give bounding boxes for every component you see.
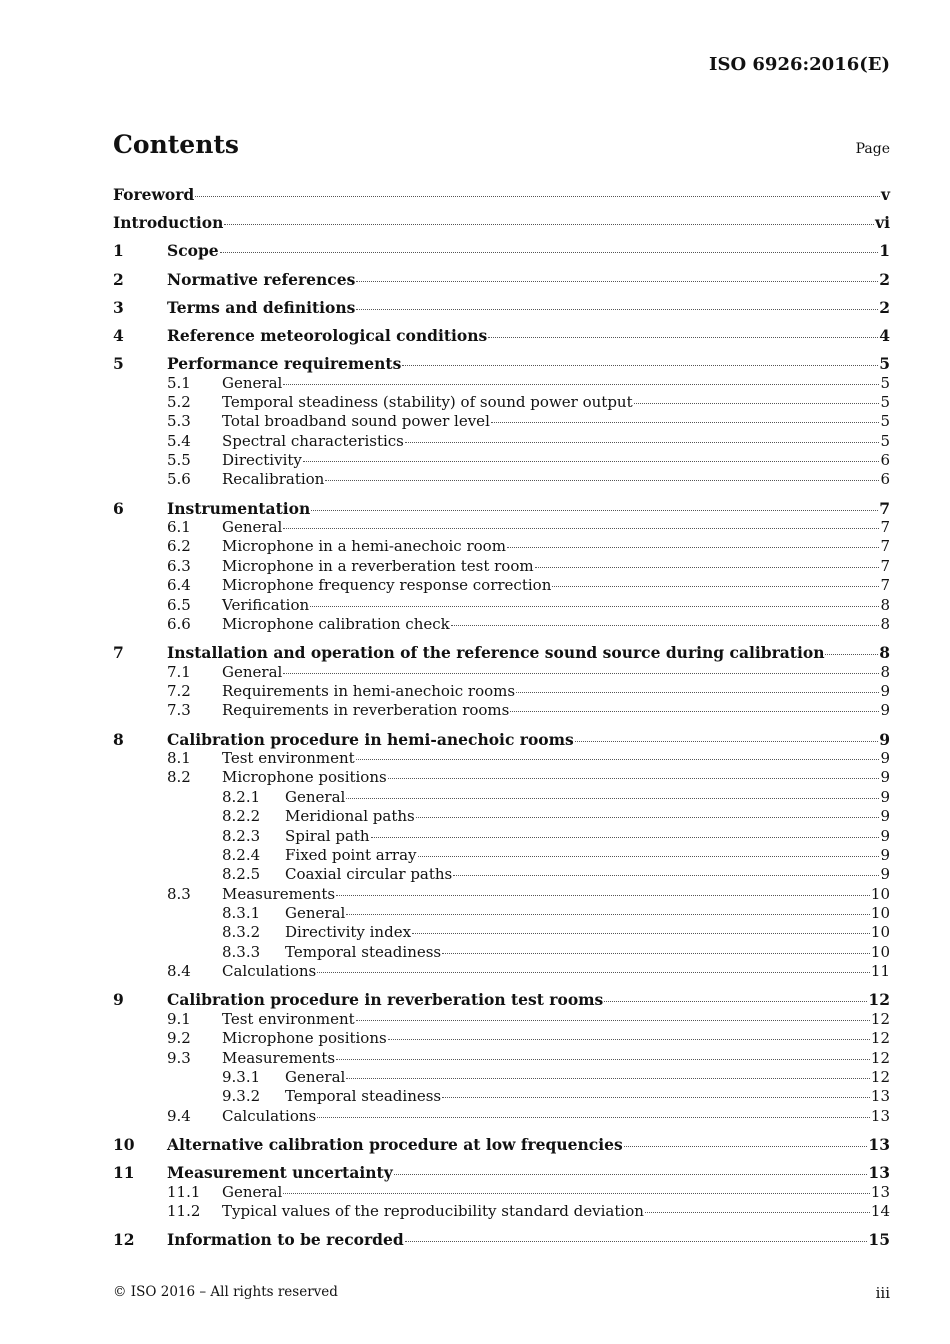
toc-entry-number: 6.6 — [167, 615, 191, 633]
toc-entry[interactable] — [113, 518, 890, 537]
toc-entry[interactable] — [113, 354, 890, 373]
toc-entry-title: Information to be recorded — [167, 1230, 404, 1250]
toc-entry[interactable] — [113, 576, 890, 595]
toc-entry-number: 5.5 — [167, 451, 191, 470]
toc-entry-title: Temporal steadiness — [285, 942, 442, 961]
dot-leader — [356, 1020, 870, 1021]
toc-entry-page: 7 — [880, 576, 890, 595]
dot-leader — [516, 692, 879, 693]
toc-entry-page: 15 — [868, 1230, 890, 1250]
toc-entry[interactable] — [113, 1049, 890, 1068]
dot-leader — [317, 1117, 870, 1118]
toc-entry-page: 7 — [880, 556, 890, 575]
toc-entry[interactable] — [113, 807, 890, 826]
toc-entry-title: General — [222, 373, 283, 392]
toc-entry-page: 9 — [879, 729, 890, 749]
dot-leader — [336, 1059, 870, 1060]
toc-entry-page: 9 — [880, 681, 890, 700]
dot-leader — [624, 1146, 868, 1147]
toc-entry-title: Calculations — [222, 1106, 317, 1125]
toc-entry-page: 5 — [880, 412, 890, 431]
toc-entry[interactable] — [113, 1029, 890, 1048]
toc-entry[interactable] — [113, 1202, 890, 1221]
toc-entry-title: Normative references — [167, 269, 356, 289]
toc-entry-page: v — [880, 185, 890, 204]
toc-entry-number: 9.2 — [167, 1029, 191, 1048]
dot-leader — [507, 547, 880, 548]
toc-entry-number: 6.4 — [167, 576, 191, 595]
toc-entry-page: 7 — [880, 518, 890, 537]
toc-entry-title: Temporal steadiness (stability) of sound power output — [222, 392, 633, 411]
toc-entry-page: 6 — [880, 451, 890, 470]
toc-entry-page: 7 — [880, 537, 890, 556]
toc-entry-title: Microphone in a hemi-anechoic room — [222, 537, 506, 556]
toc-entry-title: Scope — [167, 241, 219, 261]
toc-entry-number: 7 — [113, 643, 124, 663]
dot-leader — [356, 281, 878, 282]
toc-entry[interactable] — [113, 432, 890, 451]
toc-entry-number: 7.3 — [167, 701, 191, 720]
toc-entry-number: 5.1 — [167, 373, 191, 392]
toc-entry[interactable] — [113, 788, 890, 807]
toc-entry-title: Microphone frequency response correction — [222, 576, 552, 595]
toc-entry[interactable] — [113, 537, 890, 556]
dot-leader — [442, 953, 870, 954]
toc-entry-title: Temporal steadiness — [285, 1087, 442, 1106]
dot-leader — [283, 673, 879, 674]
toc-entry[interactable] — [113, 1107, 890, 1126]
toc-entry[interactable] — [113, 1068, 890, 1087]
dot-leader — [604, 1001, 867, 1002]
toc-entry[interactable] — [113, 615, 890, 634]
toc-entry-page: 4 — [879, 325, 890, 345]
toc-entry[interactable] — [113, 904, 890, 923]
toc-entry-number: 11.1 — [167, 1182, 201, 1201]
toc-entry[interactable] — [113, 701, 890, 720]
toc-entry-title: Measurements — [222, 884, 336, 903]
toc-entry-number: 5.3 — [167, 412, 191, 431]
toc-entry-number: 5.2 — [167, 392, 191, 411]
toc-entry-number: 8.3.1 — [222, 904, 261, 923]
toc-entry-title: General — [285, 1067, 346, 1086]
dot-leader — [535, 567, 880, 568]
toc-entry-title: Microphone positions — [222, 1029, 387, 1048]
toc-entry-number: 8.2.4 — [222, 845, 261, 864]
toc-entry-page: 12 — [870, 1029, 890, 1048]
toc-entry-page: 13 — [870, 1106, 890, 1125]
toc-entry-page: 13 — [870, 1182, 890, 1201]
toc-entry-title: Typical values of the reproducibility standard deviation — [222, 1201, 644, 1220]
dot-leader — [453, 875, 879, 876]
toc-entry-page: 13 — [868, 1163, 890, 1183]
dot-leader — [634, 403, 880, 404]
toc-entry-number: 1 — [113, 241, 124, 261]
toc-entry-number: 3 — [113, 297, 124, 317]
toc-entry[interactable] — [113, 962, 890, 981]
toc-entry-number: 6.1 — [167, 518, 191, 537]
page-number: iii — [875, 1284, 890, 1302]
dot-leader — [488, 337, 878, 338]
toc-entry-page: 5 — [880, 392, 890, 411]
toc-entry-page: 6 — [880, 470, 890, 489]
toc-entry-number: 8.2.5 — [222, 865, 261, 884]
dot-leader — [356, 759, 880, 760]
toc-entry-title: General — [222, 662, 283, 681]
toc-entry[interactable] — [113, 885, 890, 904]
toc-entry-number: 9 — [113, 990, 124, 1010]
toc-entry[interactable] — [113, 943, 890, 962]
toc-entry[interactable] — [113, 412, 890, 431]
dot-leader — [220, 252, 879, 253]
toc-entry-page: 9 — [880, 845, 890, 864]
toc-entry[interactable] — [113, 827, 890, 846]
dot-leader — [283, 528, 879, 529]
toc-entry[interactable] — [113, 730, 890, 749]
dot-leader — [405, 1241, 868, 1242]
dot-leader — [510, 711, 879, 712]
toc-entry[interactable] — [113, 185, 890, 204]
toc-entry-number: 8.3.2 — [222, 923, 261, 942]
toc-entry-title: Performance requirements — [167, 354, 402, 374]
toc-entry-title: General — [222, 518, 283, 537]
toc-entry[interactable] — [113, 865, 890, 884]
toc-entry-title: Calibration procedure in hemi-anechoic rooms — [167, 729, 574, 749]
dot-leader — [371, 837, 880, 838]
toc-entry-number: 8.2.1 — [222, 787, 261, 806]
toc-entry-number: 8 — [113, 729, 124, 749]
toc-entry-title: Recalibration — [222, 470, 325, 489]
toc-entry-page: 8 — [880, 615, 890, 633]
toc-entry-number: 6.5 — [167, 595, 191, 614]
dot-leader — [825, 654, 878, 655]
toc-entry-page: vi — [875, 213, 890, 233]
toc-entry-title: Spiral path — [285, 826, 370, 845]
dot-leader — [311, 510, 878, 511]
toc-entry-number: 8.2 — [167, 768, 191, 787]
toc-entry-page: 11 — [870, 962, 890, 981]
dot-leader — [451, 625, 880, 626]
page-footer — [113, 1284, 890, 1302]
toc-entry-number: 8.2.2 — [222, 807, 261, 826]
page-column-label: Page — [855, 141, 890, 157]
toc-entry[interactable] — [113, 499, 890, 518]
toc-entry[interactable] — [113, 923, 890, 942]
toc-entry-page: 2 — [879, 269, 890, 289]
toc-entry[interactable] — [113, 990, 890, 1009]
toc-entry-title: Instrumentation — [167, 498, 311, 518]
toc-entry-title: Foreword — [113, 185, 195, 204]
toc-entry-page: 9 — [880, 787, 890, 806]
toc-entry-title: Measurement uncertainty — [167, 1163, 393, 1183]
toc-entry-page: 10 — [870, 942, 890, 961]
toc-entry-title: Terms and definitions — [167, 297, 356, 317]
toc-entry-number: 5.4 — [167, 431, 191, 450]
dot-leader — [346, 1078, 870, 1079]
toc-entry-number: 5.6 — [167, 470, 191, 489]
toc-entry-title: General — [285, 787, 346, 806]
toc-entry-number: 4 — [113, 325, 124, 345]
toc-entry-number: 8.3 — [167, 884, 191, 903]
toc-entry-page: 8 — [880, 595, 890, 614]
toc-entry[interactable] — [113, 643, 890, 662]
toc-entry-page: 9 — [880, 701, 890, 720]
dot-leader — [346, 914, 870, 915]
toc-entry[interactable] — [113, 393, 890, 412]
toc-entry-title: Test environment — [222, 1009, 355, 1028]
toc-entry[interactable] — [113, 451, 890, 470]
toc-entry-title: Requirements in reverberation rooms — [222, 701, 510, 720]
toc-entry-title: Fixed point array — [285, 845, 417, 864]
dot-leader — [356, 309, 878, 310]
toc-entry-title: Reference meteorological conditions — [167, 325, 488, 345]
dot-leader — [418, 856, 880, 857]
toc-entry-page: 9 — [880, 807, 890, 826]
toc-entry-number: 9.4 — [167, 1106, 191, 1125]
toc-entry-page: 8 — [879, 643, 890, 663]
toc-entry-page: 10 — [870, 904, 890, 923]
toc-entry-number: 6.2 — [167, 537, 191, 556]
toc-entry[interactable] — [113, 326, 890, 345]
toc-entry-title: Test environment — [222, 748, 355, 767]
table-of-contents — [113, 185, 890, 1250]
toc-entry-number: 8.3.3 — [222, 942, 261, 961]
toc-entry-page: 5 — [879, 354, 890, 374]
dot-leader — [442, 1097, 870, 1098]
dot-leader — [575, 741, 878, 742]
toc-entry-title: Coaxial circular paths — [285, 865, 453, 884]
toc-entry-page: 13 — [870, 1087, 890, 1106]
toc-entry-title: Calculations — [222, 962, 317, 981]
toc-entry-page: 5 — [880, 373, 890, 392]
dot-leader — [303, 461, 880, 462]
toc-entry-title: Introduction — [113, 213, 224, 233]
toc-entry-page: 12 — [870, 1067, 890, 1086]
dot-leader — [412, 933, 870, 934]
toc-entry-number: 8.2.3 — [222, 826, 261, 845]
toc-entry-title: Total broadband sound power level — [222, 412, 490, 431]
toc-entry[interactable] — [113, 557, 890, 576]
dot-leader — [394, 1174, 868, 1175]
toc-entry-page: 9 — [880, 748, 890, 767]
toc-entry[interactable] — [113, 682, 890, 701]
toc-entry[interactable] — [113, 663, 890, 682]
dot-leader — [317, 972, 870, 973]
toc-entry-page: 8 — [880, 662, 890, 681]
dot-leader — [402, 365, 878, 366]
dot-leader — [224, 224, 874, 225]
toc-entry-title: Directivity — [222, 451, 302, 470]
toc-entry-title: Measurements — [222, 1048, 336, 1067]
dot-leader — [388, 1039, 870, 1040]
dot-leader — [552, 586, 879, 587]
toc-entry-page: 12 — [870, 1048, 890, 1067]
toc-entry-page: 5 — [880, 431, 890, 450]
toc-entry-page: 14 — [870, 1201, 890, 1220]
toc-entry[interactable] — [113, 1230, 890, 1249]
toc-entry-page: 1 — [879, 241, 890, 261]
toc-entry[interactable] — [113, 1010, 890, 1029]
dot-leader — [405, 442, 880, 443]
toc-entry[interactable] — [113, 374, 890, 393]
dot-leader — [325, 480, 879, 481]
toc-entry-title: Meridional paths — [285, 807, 415, 826]
toc-entry[interactable] — [113, 298, 890, 317]
document-id: ISO 6926:2016(E) — [709, 54, 890, 75]
toc-entry-number: 7.2 — [167, 681, 191, 700]
toc-entry[interactable] — [113, 1087, 890, 1106]
dot-leader — [346, 798, 879, 799]
toc-entry-page: 12 — [870, 1009, 890, 1028]
toc-entry-title: Verification — [222, 595, 310, 614]
toc-entry-number: 9.3.1 — [222, 1067, 261, 1086]
toc-entry[interactable] — [113, 1135, 890, 1154]
toc-entry-title: Requirements in hemi-anechoic rooms — [222, 681, 516, 700]
toc-entry-number: 10 — [113, 1134, 135, 1154]
toc-entry-number: 2 — [113, 269, 124, 289]
toc-entry-page: 9 — [880, 768, 890, 787]
toc-entry-number: 8.1 — [167, 748, 191, 767]
dot-leader — [416, 817, 880, 818]
toc-entry-number: 5 — [113, 354, 124, 374]
toc-entry-title: Calibration procedure in reverberation test rooms — [167, 990, 604, 1010]
dot-leader — [491, 422, 880, 423]
dot-leader — [310, 606, 879, 607]
toc-entry[interactable] — [113, 596, 890, 615]
toc-entry-number: 9.3.2 — [222, 1087, 261, 1106]
toc-entry-title: General — [222, 1182, 283, 1201]
toc-entry-number: 12 — [113, 1230, 135, 1250]
toc-entry[interactable] — [113, 241, 890, 260]
toc-entry[interactable] — [113, 270, 890, 289]
toc-entry[interactable] — [113, 1183, 890, 1202]
page-title: Contents — [113, 130, 240, 159]
toc-entry-number: 6 — [113, 498, 124, 518]
toc-entry-number: 11.2 — [167, 1201, 201, 1220]
dot-leader — [645, 1212, 870, 1213]
toc-entry-number: 6.3 — [167, 556, 191, 575]
toc-entry-title: General — [285, 904, 346, 923]
dot-leader — [195, 196, 880, 197]
toc-entry-number: 9.1 — [167, 1009, 191, 1028]
toc-entry[interactable] — [113, 749, 890, 768]
copyright-notice: © ISO 2016 – All rights reserved — [113, 1284, 338, 1300]
toc-entry-page: 10 — [870, 923, 890, 942]
contents-header — [113, 130, 890, 159]
toc-entry-title: Microphone positions — [222, 768, 387, 787]
toc-entry-number: 11 — [113, 1163, 135, 1183]
toc-entry-page: 10 — [870, 884, 890, 903]
toc-entry-title: Installation and operation of the reference sound source during calibration — [167, 643, 825, 663]
toc-entry-page: 13 — [868, 1134, 890, 1154]
dot-leader — [336, 895, 870, 896]
toc-entry-title: Microphone in a reverberation test room — [222, 556, 534, 575]
toc-entry-page: 12 — [868, 990, 890, 1010]
toc-entry[interactable] — [113, 213, 890, 232]
dot-leader — [388, 778, 880, 779]
toc-entry-page: 9 — [880, 826, 890, 845]
toc-entry-page: 9 — [880, 865, 890, 884]
toc-entry[interactable] — [113, 1163, 890, 1182]
toc-entry[interactable] — [113, 846, 890, 865]
toc-entry-number: 9.3 — [167, 1048, 191, 1067]
toc-entry-title: Spectral characteristics — [222, 431, 404, 450]
toc-entry-number: 8.4 — [167, 962, 191, 981]
toc-entry-page: 2 — [879, 297, 890, 317]
dot-leader — [283, 1193, 870, 1194]
toc-entry-title: Alternative calibration procedure at low frequencies — [167, 1134, 623, 1154]
toc-entry[interactable] — [113, 470, 890, 489]
dot-leader — [283, 384, 879, 385]
toc-entry-title: Microphone calibration check — [222, 615, 450, 633]
toc-entry-title: Directivity index — [285, 923, 412, 942]
toc-entry[interactable] — [113, 768, 890, 787]
toc-entry-number: 7.1 — [167, 662, 191, 681]
toc-entry-page: 7 — [879, 498, 890, 518]
